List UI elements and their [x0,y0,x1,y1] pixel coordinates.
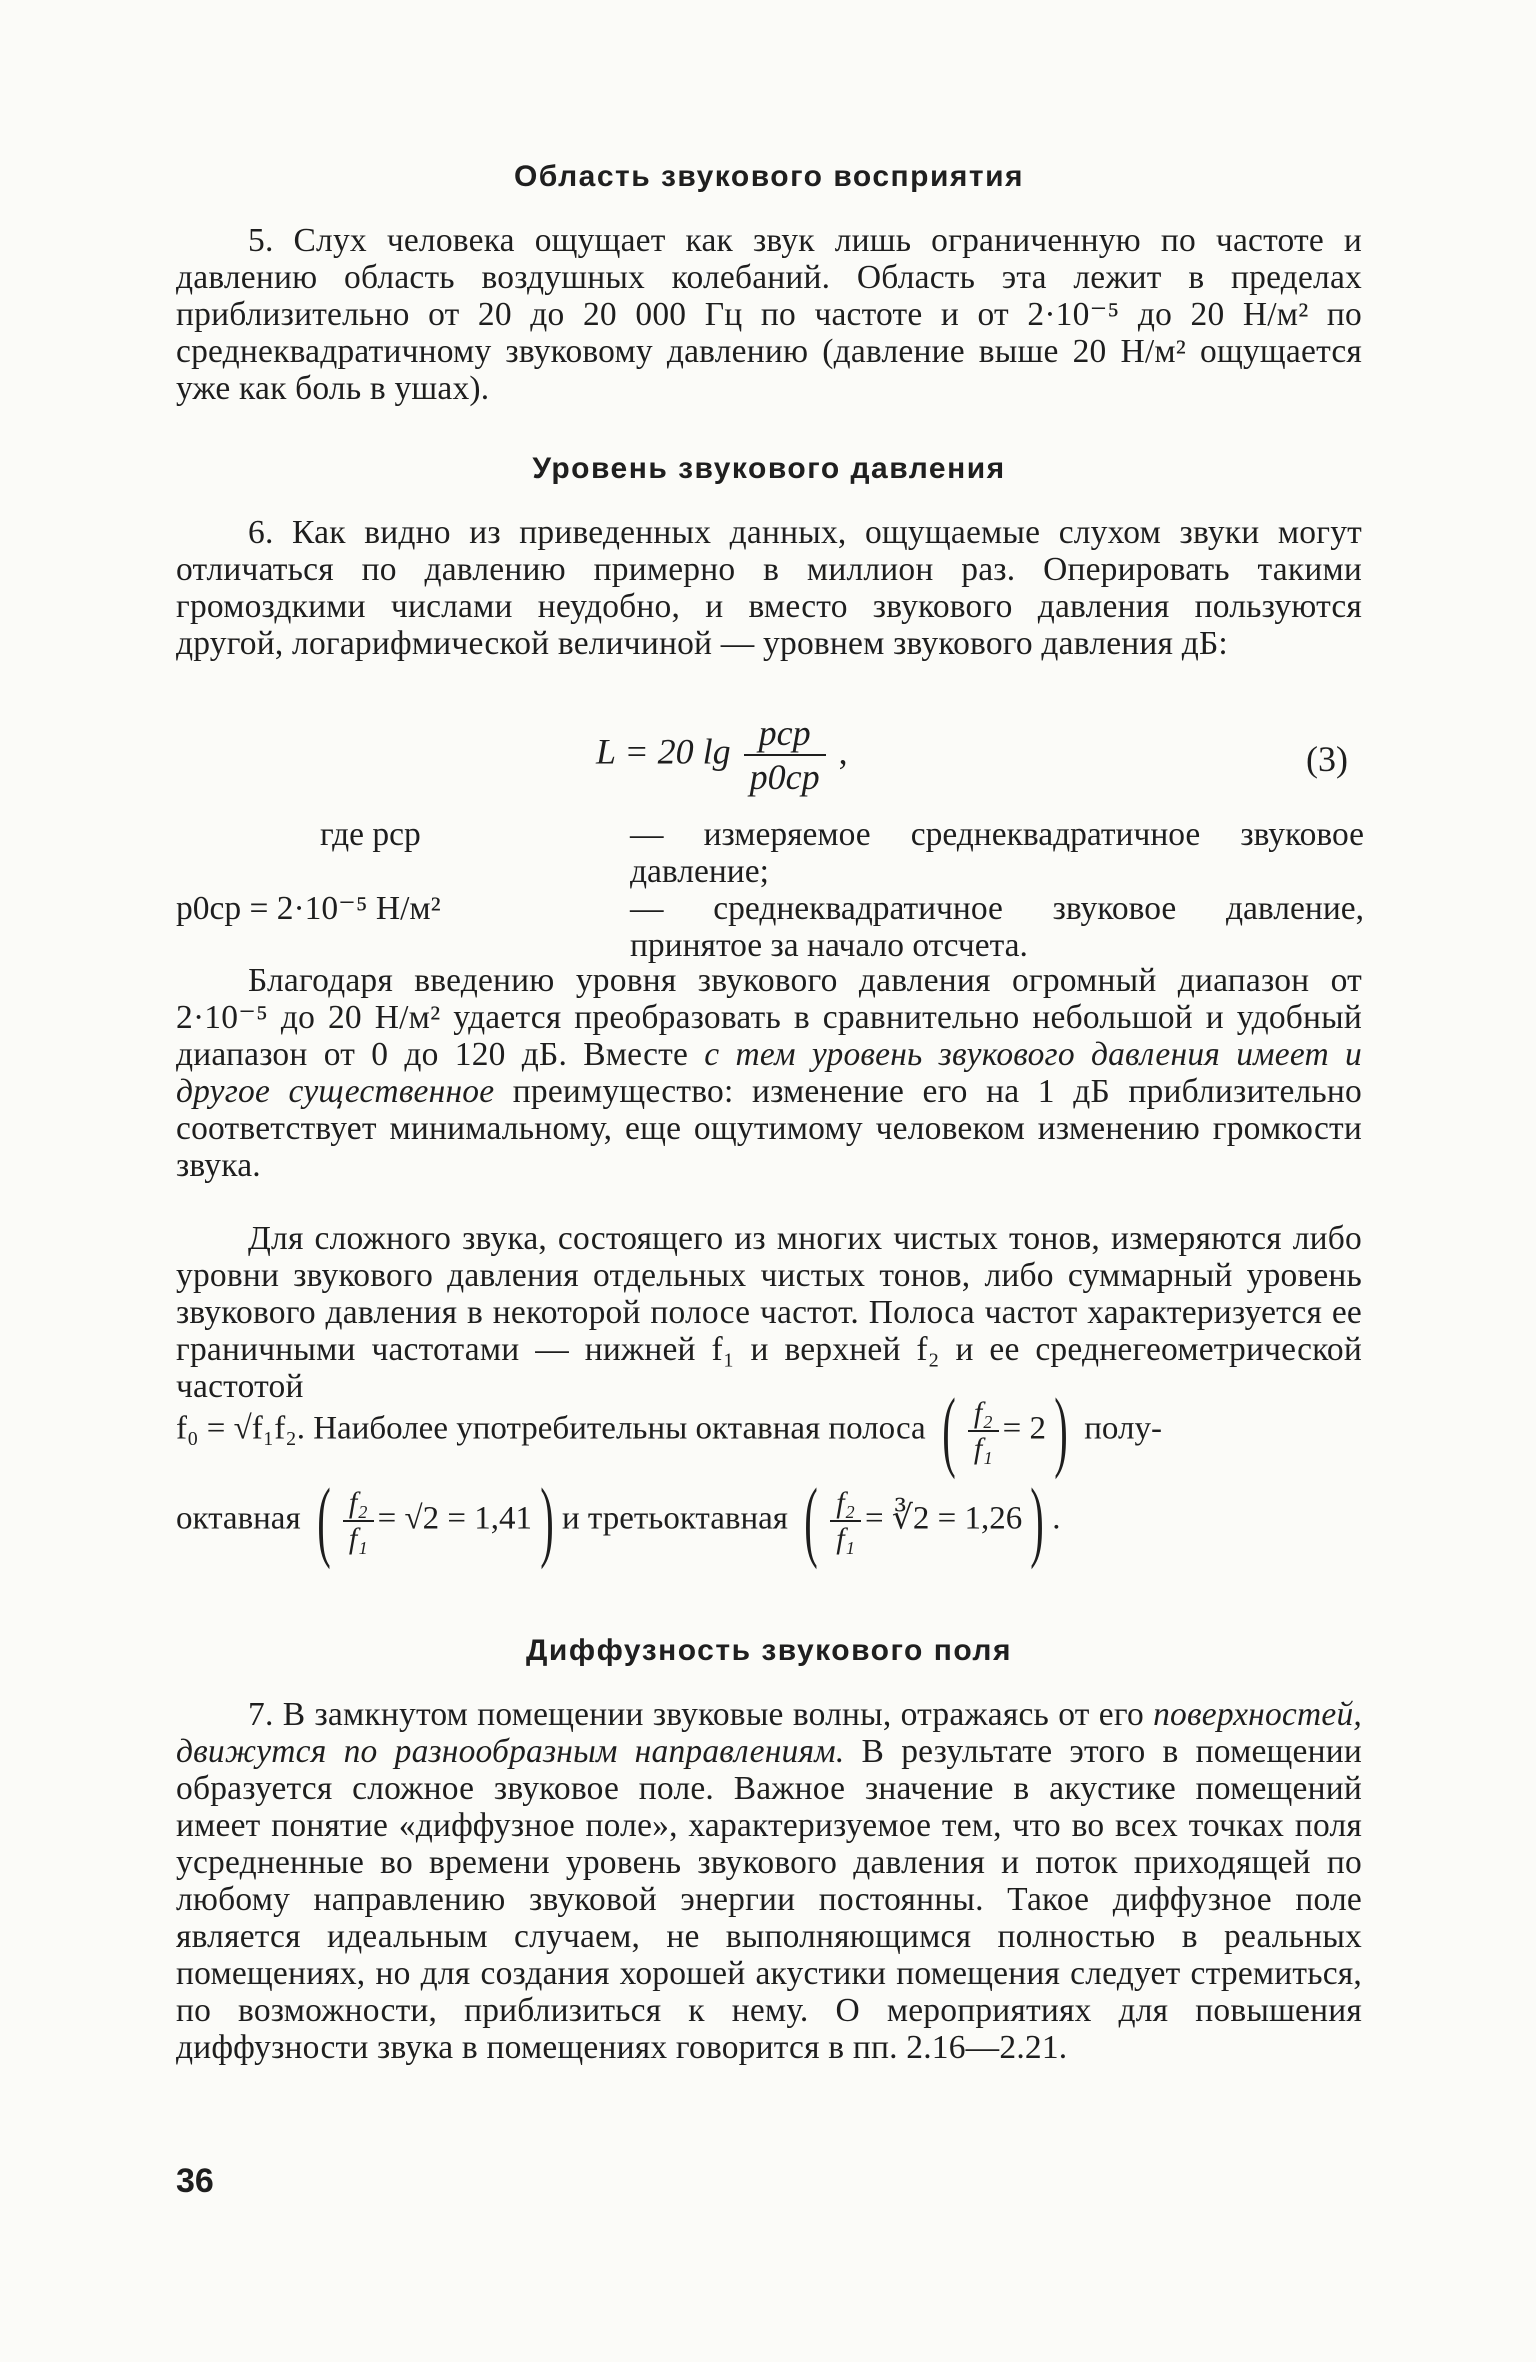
paragraph-complex-sound: Для сложного звука, состоящего из многих чистых тонов, измеряются либо уровни звукового давления отдельных чистых тонов, либо суммарный уровень звукового давления в некоторой полосе частот. Полоса частот характеризуется ее граничными частотами — нижней f₁ и верхней f₂ и ее среднегеометрической частотой [176,1220,1362,1405]
paragraph-complex-block [176,1220,1362,1405]
octave-denominator: f₁ [973,1432,993,1465]
f0-formula: f₀ = √f₁f₂. [176,1410,305,1447]
benefit-text-italic: с тем уровень звукового давления имеет и другое существенное [176,1036,1362,1110]
definition-row [176,816,1362,890]
page-number: 36 [176,2162,214,2200]
octave-fraction [968,1396,999,1466]
formula-3 [596,712,848,798]
formula-number: (3) [1306,739,1348,779]
third-octave-numerator: f₂ [830,1486,861,1522]
formula-lhs: L = 20 lg [596,731,731,772]
formula-fraction [744,712,826,798]
formula-numerator: pср [744,712,826,756]
formula-comma: , [838,731,848,772]
definition-term: где pср [320,816,421,853]
p7-text-b: В результате этого в помещении образуется сложное звуковое поле. Важное значение в акустике помещений имеет понятие «диффузное поле», характеризуемое тем, что во всех точках поля усредненные во времени уровень звукового давления и поток приходящей по любому направлению звуковой энергии постоянны. Такое диффузное поле является идеальным случаем, не выполняющимся полностью в реальных помещениях, но для создания хорошей акустики помещения следует стремиться, по возможности, приблизиться к нему. О мероприятиях для повышения диффузности звука в помещениях говорится в пп. 2.16—2.21. [176,1733,1362,2066]
heading-diffusion: Диффузность звукового поля [526,1634,1012,1667]
third-octave-denominator: f₁ [836,1522,855,1555]
definition-row [176,890,1362,964]
heading-sound-pressure-level: Уровень звукового давления [532,452,1006,485]
paragraph-benefit-block [176,962,1362,1184]
paragraph-5: 5. Слух человека ощущает как звук лишь ограниченную по частоте и давлению область воздушных колебаний. Область эта лежит в пределах приблизительно от 20 до 20 000 Гц по частоте и от 2·10⁻⁵ до 20 Н/м² по среднеквадратичному звуковому давлению (давление выше 20 Н/м² ощущается уже как боль в ушах). [176,222,1362,407]
paragraph-6: 6. Как видно из приведенных данных, ощущаемые слухом звуки могут отличаться по давлению примерно в миллион раз. Оперировать такими громоздкими числами неудобно, и вместо звукового давления пользуются другой, логарифмической величиной — уровнем звукового давления дБ: [176,514,1362,662]
formula-definitions [176,816,1362,964]
third-octave-text: и третьоктавная [561,1500,788,1537]
math-line-half-third [176,1471,1362,1570]
p7-text-a: 7. В замкнутом помещении звуковые волны, отражаясь от его [248,1696,1154,1733]
octave-text: Наиболее употребительны октавная полоса [313,1410,926,1447]
math-line-octave [176,1381,1362,1480]
half-octave-lead: октавная [176,1500,301,1537]
benefit-text-b: преимущество: изменение его на 1 дБ приблизительно соответствует минимальному, еще ощутимому человеком изменению громкости звука. [176,1073,1362,1184]
formula-denominator: p0ср [749,757,820,797]
third-octave-fraction [830,1486,861,1556]
paragraph-6-block [176,514,1362,662]
paragraph-7-block [176,1696,1362,2066]
definition-term: p0ср = 2·10⁻⁵ Н/м² [176,890,441,927]
half-octave-fraction [343,1486,374,1556]
benefit-text-a: Благодаря введению уровня звукового давления огромный диапазон от 2·10⁻⁵ до 20 Н/м² удается преобразовать в сравнительно небольшой и удобный диапазон от 0 до 120 дБ. Вместе [176,962,1362,1073]
section-perception [176,160,1362,194]
half-octave-eq: = √2 = 1,41 [377,1500,532,1537]
right-paren: ) [1030,1471,1044,1570]
section-level [176,452,1362,486]
p7-text-italic: поверхностей, движутся по разнообразным направлениям. [176,1696,1362,1770]
octave-tail: полу- [1084,1410,1162,1447]
left-paren: ( [804,1471,818,1570]
octave-numerator: f₂ [968,1396,999,1432]
definition-body: — измеряемое среднеквадратичное звуковое давление; [630,816,1364,890]
section-diffusion [176,1634,1362,1668]
right-paren: ) [540,1471,554,1570]
third-octave-end: . [1052,1500,1061,1537]
half-octave-numerator: f₂ [343,1486,374,1522]
paragraph-5-block [176,222,1362,407]
half-octave-denominator: f₁ [348,1522,368,1555]
paragraph-benefit [176,962,1362,1184]
heading-perception: Область звукового восприятия [513,160,1025,193]
third-octave-eq: = ∛2 = 1,26 [864,1500,1023,1537]
definition-body: — среднеквадратичное звуковое давление, принятое за начало отсчета. [630,890,1364,964]
paragraph-7 [176,1696,1362,2066]
left-paren: ( [317,1471,331,1570]
left-paren: ( [942,1381,956,1480]
octave-eq: = 2 [1002,1410,1047,1447]
right-paren: ) [1054,1381,1068,1480]
